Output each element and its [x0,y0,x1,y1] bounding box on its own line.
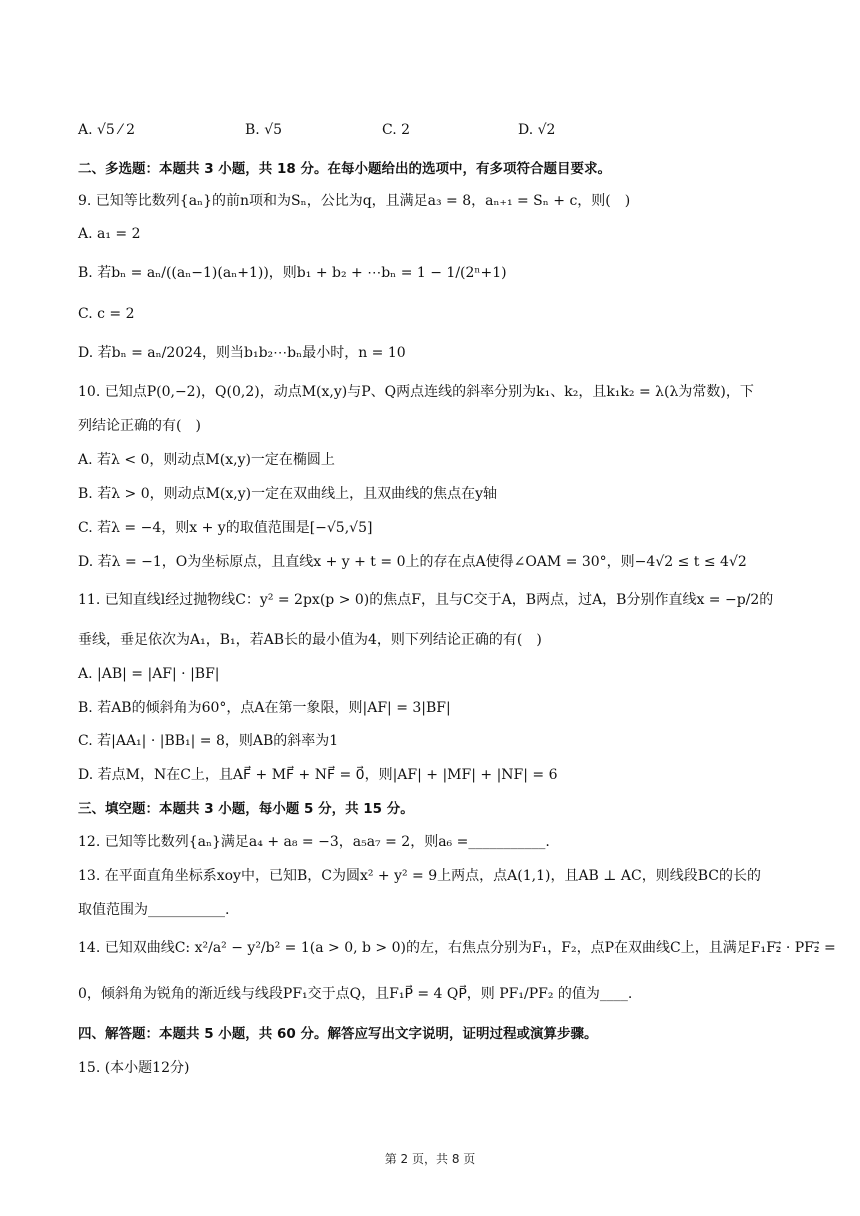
q8-option-d: D. √2 [518,122,556,138]
q12-text: 12. 已知等比数列{aₙ}满足a₄ + a₈ = −3，a₅a₇ = 2，则a₆ =___________. [78,834,550,850]
q11-option-d: D. 若点M，N在C上，且AF⃗ + MF⃗ + NF⃗ = 0⃗，则|AF| + |MF| + |NF| = 6 [78,767,558,783]
q9-option-b: B. 若bₙ = aₙ/((aₙ−1)(aₙ+1))，则b₁ + b₂ + ⋯bₙ = 1 − 1/(2ⁿ+1) [78,265,507,281]
q13-line1: 13. 在平面直角坐标系xoy中，已知B，C为圆x² + y² = 9上两点，点A(1,1)，且AB ⊥ AC，则线段BC的长的 [78,868,761,884]
section-heading-free-response: 四、解答题：本题共 5 小题，共 60 分。解答应写出文字说明，证明过程或演算步骤。 [78,1026,598,1042]
section-heading-multiple-choice: 二、多选题：本题共 3 小题，共 18 分。在每小题给出的选项中，有多项符合题目要求。 [78,161,611,177]
q9-option-a: A. a₁ = 2 [78,226,141,242]
q10-stem-line2: 列结论正确的有( ) [78,418,201,434]
q9-option-c: C. c = 2 [78,306,135,322]
page-footer: 第 2 页，共 8 页 [384,1152,476,1166]
q9-stem: 9. 已知等比数列{aₙ}的前n项和为Sₙ，公比为q，且满足a₃ = 8，aₙ₊₁ = Sₙ + c，则( ) [78,193,631,209]
q10-option-d: D. 若λ = −1，O为坐标原点，且直线x + y + t = 0上的存在点A使得∠OAM = 30°，则−4√2 ≤ t ≤ 4√2 [78,554,747,570]
q8-option-c: C. 2 [382,122,411,138]
q11-stem-line1: 11. 已知直线l经过抛物线C：y² = 2px(p > 0)的焦点F，且与C交于A，B两点，过A，B分别作直线x = −p/2的 [78,592,774,608]
q8-option-a: A. √5 ⁄ 2 [78,122,135,138]
q9-option-d: D. 若bₙ = aₙ/2024，则当b₁b₂⋯bₙ最小时，n = 10 [78,345,406,361]
q11-option-b: B. 若AB的倾斜角为60°，点A在第一象限，则|AF| = 3|BF| [78,700,451,716]
q14-line2: 0，倾斜角为锐角的渐近线与线段PF₁交于点Q，且F₁P⃗ = 4 QP⃗，则 PF₁/PF₂ 的值为____. [78,986,633,1002]
q11-stem-line2: 垂线，垂足依次为A₁，B₁，若AB长的最小值为4，则下列结论正确的有( ) [78,632,542,648]
section-heading-fill-in: 三、填空题：本题共 3 小题，每小题 5 分，共 15 分。 [78,801,414,817]
q10-option-c: C. 若λ = −4，则x + y的取值范围是[−√5,√5] [78,520,373,536]
q8-option-b: B. √5 [245,122,283,138]
q11-option-a: A. |AB| = |AF| · |BF| [78,666,220,682]
q15-header: 15. (本小题12分) [78,1060,190,1076]
q13-line2: 取值范围为___________. [78,902,230,918]
q11-option-c: C. 若|AA₁| · |BB₁| = 8，则AB的斜率为1 [78,733,339,749]
q10-option-a: A. 若λ < 0，则动点M(x,y)一定在椭圆上 [78,452,335,468]
q14-line1: 14. 已知双曲线C: x²/a² − y²/b² = 1(a > 0, b > 0)的左，右焦点分别为F₁，F₂，点P在双曲线C上，且满足F₁F₂⃗ · PF₂⃗ = [78,940,836,956]
q10-option-b: B. 若λ > 0，则动点M(x,y)一定在双曲线上，且双曲线的焦点在y轴 [78,486,498,502]
q10-stem-line1: 10. 已知点P(0,−2)，Q(0,2)，动点M(x,y)与P、Q两点连线的斜率分别为k₁、k₂，且k₁k₂ = λ(λ为常数)，下 [78,384,754,400]
